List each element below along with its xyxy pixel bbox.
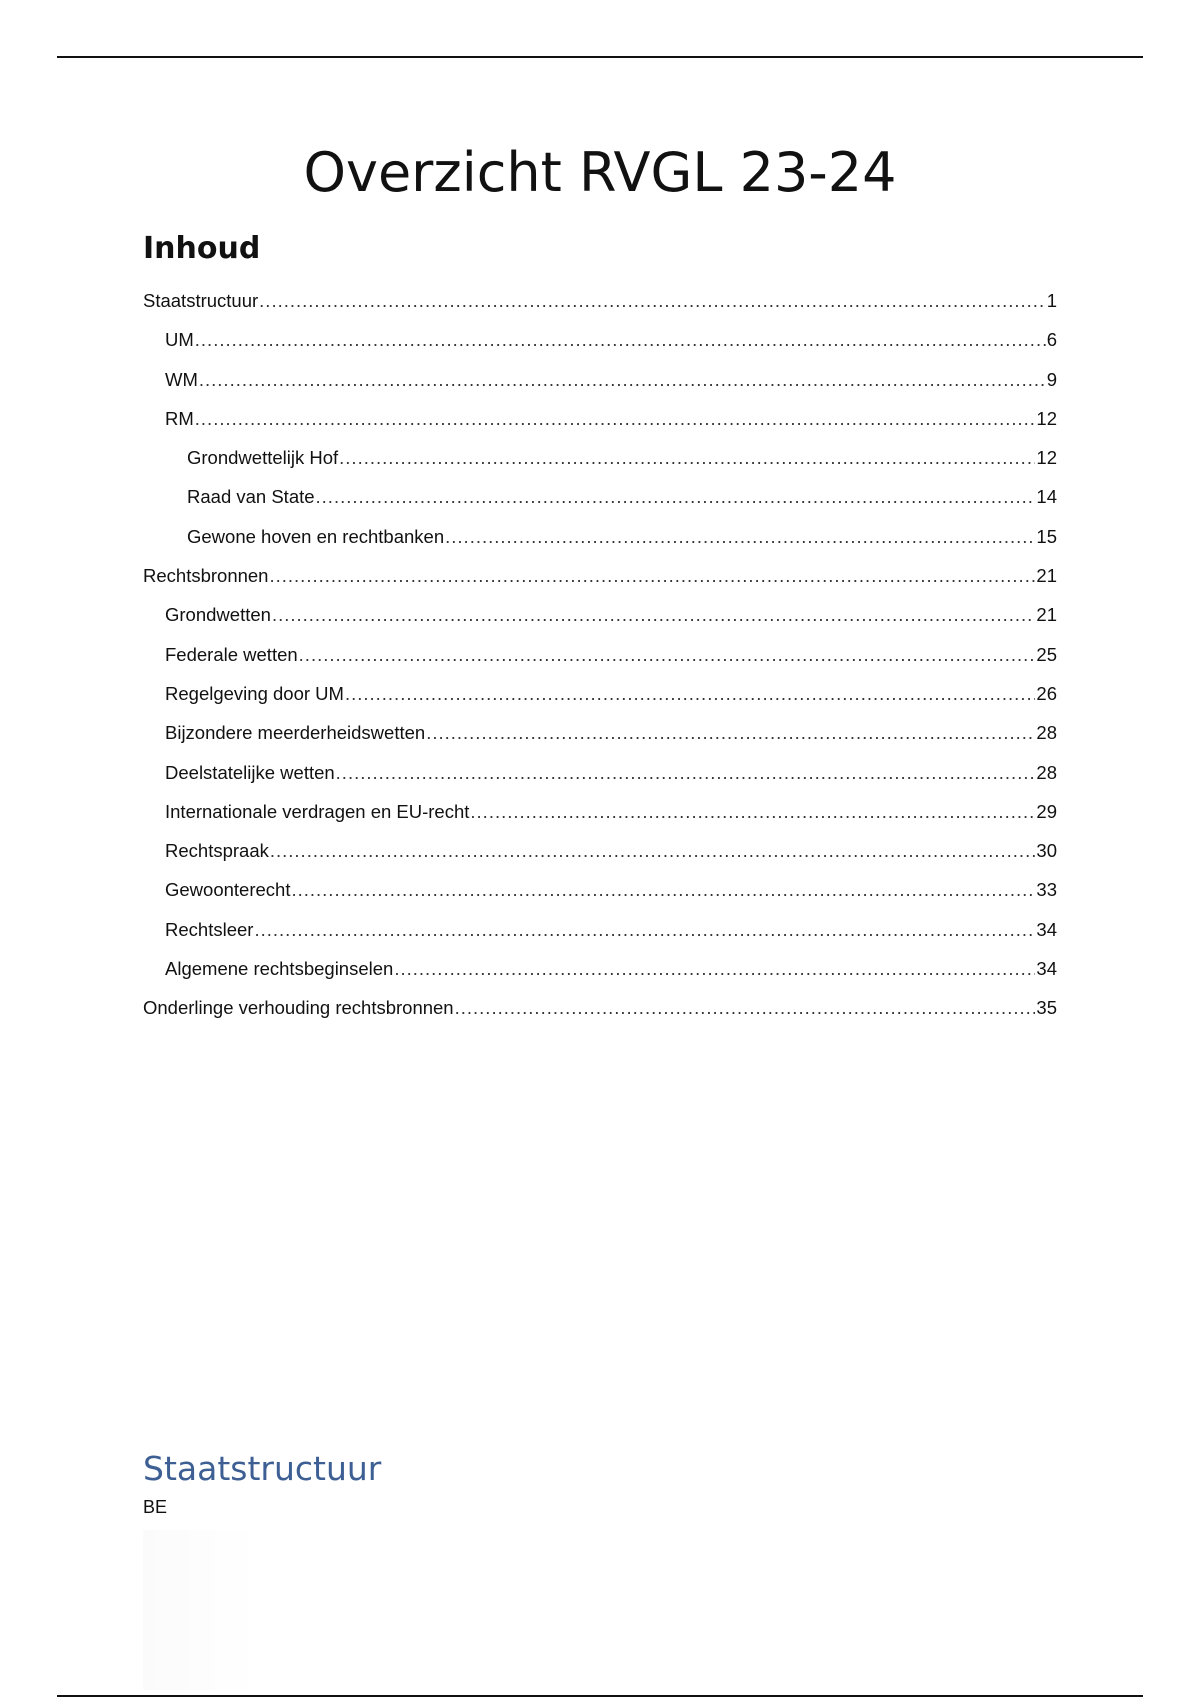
toc-dot-leader bbox=[199, 360, 1046, 399]
toc-entry-page: 33 bbox=[1036, 879, 1057, 901]
section-heading: Staatstructuur bbox=[143, 1449, 382, 1488]
toc-entry-page: 35 bbox=[1036, 997, 1057, 1019]
document-title: Overzicht RVGL 23-24 bbox=[303, 141, 897, 204]
toc-entry-page: 21 bbox=[1036, 604, 1057, 626]
toc-dot-leader bbox=[336, 753, 1036, 792]
toc-entry-staatstructuur[interactable] bbox=[143, 281, 1057, 320]
toc-dot-leader bbox=[270, 831, 1036, 870]
toc-heading: Inhoud bbox=[143, 231, 261, 266]
toc-dot-leader bbox=[269, 556, 1035, 595]
toc-entry-label: Rechtsbronnen bbox=[143, 565, 269, 587]
toc-entry-label: Regelgeving door UM bbox=[165, 682, 344, 704]
table-of-contents bbox=[143, 281, 1057, 1028]
footer-rule bbox=[57, 1695, 1143, 1697]
toc-dot-leader bbox=[426, 713, 1035, 752]
toc-entry-label: Internationale verdragen en EU-recht bbox=[165, 800, 470, 822]
toc-dot-leader bbox=[259, 281, 1046, 320]
toc-entry-page: 34 bbox=[1036, 958, 1057, 980]
toc-entry-page: 21 bbox=[1036, 565, 1057, 587]
toc-entry-label: Rechtspraak bbox=[165, 840, 269, 862]
toc-entry-gewoonterecht[interactable] bbox=[143, 870, 1057, 909]
toc-entry-page: 15 bbox=[1036, 525, 1057, 547]
toc-entry-grondwetten[interactable] bbox=[143, 595, 1057, 634]
toc-dot-leader bbox=[254, 910, 1035, 949]
toc-entry-label: Federale wetten bbox=[165, 643, 298, 665]
toc-entry-label: Deelstatelijke wetten bbox=[165, 761, 335, 783]
toc-entry-internationale-verdragen[interactable] bbox=[143, 792, 1057, 831]
toc-entry-page: 14 bbox=[1036, 486, 1057, 508]
toc-entry-label: Algemene rechtsbeginselen bbox=[165, 958, 394, 980]
toc-entry-rechtsleer[interactable] bbox=[143, 910, 1057, 949]
toc-entry-wm[interactable] bbox=[143, 360, 1057, 399]
toc-entry-label: Raad van State bbox=[187, 486, 315, 508]
header-rule bbox=[57, 56, 1143, 58]
toc-entry-bijzondere-meerderheidswetten[interactable] bbox=[143, 713, 1057, 752]
toc-dot-leader bbox=[195, 320, 1046, 359]
toc-entry-regelgeving-door-um[interactable] bbox=[143, 674, 1057, 713]
toc-entry-label: Gewoonterecht bbox=[165, 879, 291, 901]
toc-entry-page: 25 bbox=[1036, 643, 1057, 665]
toc-dot-leader bbox=[394, 949, 1035, 988]
toc-entry-label: Bijzondere meerderheidswetten bbox=[165, 722, 426, 744]
toc-dot-leader bbox=[195, 399, 1036, 438]
toc-entry-label: Grondwetten bbox=[165, 604, 271, 626]
faint-scan-shading bbox=[143, 1530, 263, 1690]
toc-dot-leader bbox=[316, 477, 1036, 516]
toc-entry-page: 9 bbox=[1046, 368, 1057, 390]
toc-entry-gewone-hoven[interactable] bbox=[143, 517, 1057, 556]
toc-entry-page: 12 bbox=[1036, 447, 1057, 469]
toc-entry-label: Onderlinge verhouding rechtsbronnen bbox=[143, 997, 454, 1019]
toc-dot-leader bbox=[291, 870, 1035, 909]
toc-dot-leader bbox=[455, 988, 1036, 1027]
toc-entry-deelstatelijke-wetten[interactable] bbox=[143, 753, 1057, 792]
toc-entry-label: Rechtsleer bbox=[165, 918, 254, 940]
toc-entry-page: 28 bbox=[1036, 722, 1057, 744]
toc-dot-leader bbox=[345, 674, 1035, 713]
toc-entry-um[interactable] bbox=[143, 320, 1057, 359]
toc-entry-raad-van-state[interactable] bbox=[143, 477, 1057, 516]
toc-entry-page: 29 bbox=[1036, 800, 1057, 822]
toc-entry-label: Grondwettelijk Hof bbox=[187, 447, 339, 469]
toc-entry-page: 28 bbox=[1036, 761, 1057, 783]
toc-entry-label: Staatstructuur bbox=[143, 290, 259, 311]
toc-entry-onderlinge-verhouding[interactable] bbox=[143, 988, 1057, 1027]
toc-dot-leader bbox=[470, 792, 1035, 831]
toc-entry-rechtsbronnen[interactable] bbox=[143, 556, 1057, 595]
toc-entry-label: WM bbox=[165, 368, 198, 390]
toc-entry-grondwettelijk-hof[interactable] bbox=[143, 438, 1057, 477]
toc-entry-federale-wetten[interactable] bbox=[143, 635, 1057, 674]
toc-entry-page: 26 bbox=[1036, 682, 1057, 704]
toc-entry-rechtspraak[interactable] bbox=[143, 831, 1057, 870]
section-body-text: BE bbox=[143, 1497, 168, 1517]
toc-dot-leader bbox=[339, 438, 1035, 477]
toc-entry-page: 34 bbox=[1036, 918, 1057, 940]
toc-entry-page: 12 bbox=[1036, 407, 1057, 429]
toc-dot-leader bbox=[445, 517, 1035, 556]
toc-entry-label: Gewone hoven en rechtbanken bbox=[187, 525, 445, 547]
toc-entry-label: RM bbox=[165, 407, 194, 429]
toc-entry-page: 1 bbox=[1046, 290, 1057, 311]
toc-entry-label: UM bbox=[165, 329, 194, 351]
toc-entry-page: 6 bbox=[1046, 329, 1057, 351]
toc-dot-leader bbox=[299, 635, 1036, 674]
toc-entry-rm[interactable] bbox=[143, 399, 1057, 438]
toc-dot-leader bbox=[272, 595, 1035, 634]
toc-entry-algemene-rechtsbeginselen[interactable] bbox=[143, 949, 1057, 988]
toc-entry-page: 30 bbox=[1036, 840, 1057, 862]
